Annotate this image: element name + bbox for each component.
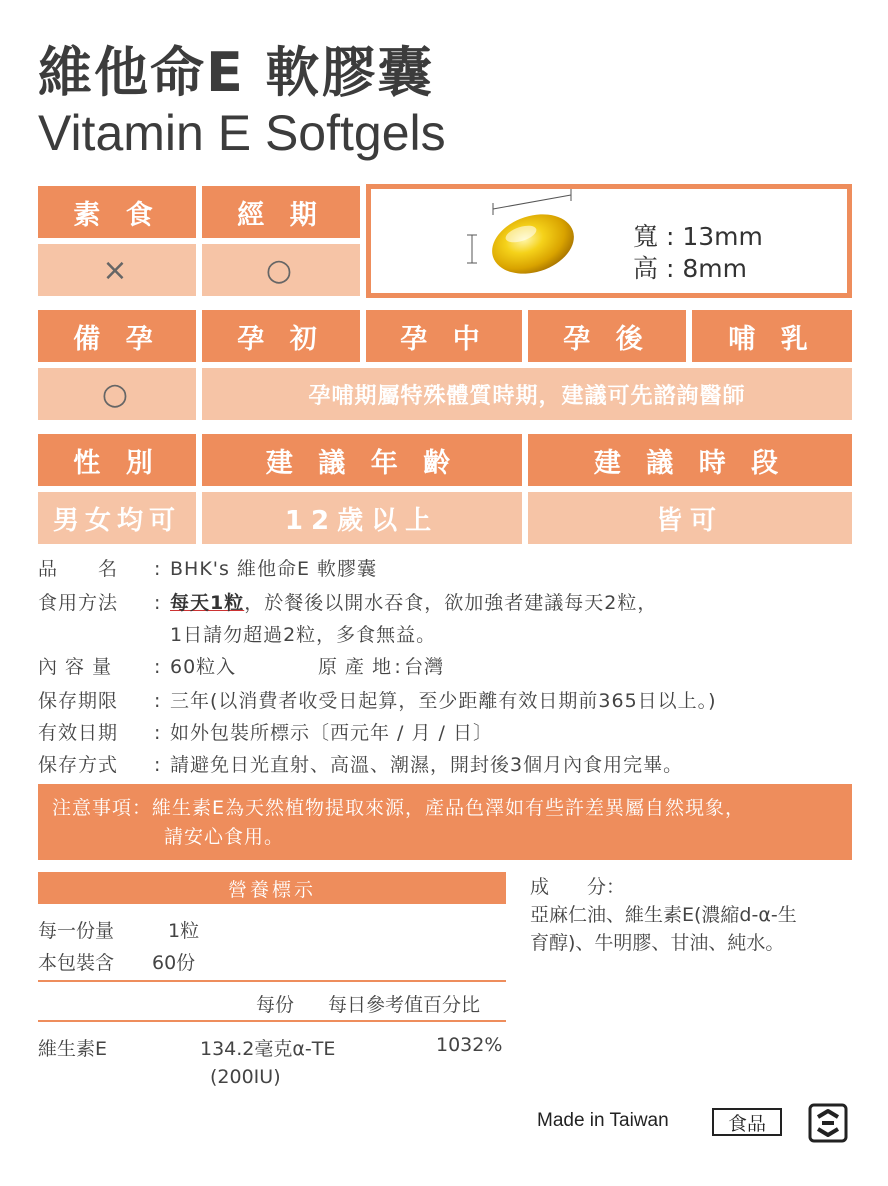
late-pregnancy-header: 孕 後	[528, 310, 686, 362]
pregnancy-prep-header: 備 孕	[38, 310, 196, 362]
info-usage-row: 食用方法 : 每天1粒，於餐後以開水吞食，欲加強者建議每天2粒，	[38, 588, 657, 615]
product-title-en: Vitamin E Softgels	[38, 105, 446, 161]
info-storage-row: 保存方式 : 請避免日光直射、高溫、潮濕，開封後3個月內食用完畢。	[38, 750, 683, 777]
usage-highlight: 每天1粒	[170, 592, 245, 614]
info-expiry-row: 有效日期 : 如外包裝所標示〔西元年 / 月 / 日〕	[38, 718, 493, 745]
nutrient-amount-iu: (200IU)	[210, 1066, 281, 1088]
info-value: BHK's 維他命E 軟膠囊	[170, 558, 377, 580]
ingredients-label: 成 分：	[530, 876, 626, 898]
info-key: 原 產 地	[318, 656, 393, 678]
gender-value: 男女均可	[38, 492, 196, 544]
info-value: 請避免日光直射、高溫、潮濕，開封後3個月內食用完畢。	[170, 754, 684, 776]
info-key: 食用方法	[38, 592, 119, 614]
made-in-taiwan: Made in Taiwan	[537, 1110, 669, 1131]
info-value: 三年(以消費者收受日起算，至少距離有效日期前365日以上。)	[170, 690, 717, 712]
nutrition-divider-2	[38, 1020, 506, 1022]
capsule-height: 高 : 8mm	[633, 254, 747, 283]
gender-header: 性 別	[38, 434, 196, 486]
time-header: 建 議 時 段	[528, 434, 852, 486]
ingredients-line1: 亞麻仁油、維生素E(濃縮d-α-生	[530, 904, 797, 926]
age-header: 建 議 年 齡	[202, 434, 522, 486]
info-key: 內 容 量	[38, 656, 113, 678]
vegetarian-value: ×	[38, 244, 196, 296]
info-value: 60粒入	[170, 656, 237, 678]
info-value: 1日請勿超過2粒，多食無益。	[170, 624, 437, 646]
notice-line1: 注意事項：維生素E為天然植物提取來源，產品色澤如有些許差異屬自然現象，	[52, 797, 746, 819]
info-usage-line2	[170, 620, 436, 647]
nutrient-name: 維生素E	[38, 1038, 108, 1060]
nutrient-daily-value: 1032%	[436, 1034, 503, 1056]
mid-pregnancy-header: 孕 中	[366, 310, 522, 362]
info-key: 品 名	[38, 558, 119, 580]
column-daily-value: 每日參考值百分比	[328, 994, 481, 1016]
info-value: 如外包裝所標示〔西元年 / 月 / 日〕	[170, 722, 493, 744]
serving-size-label: 每一份量	[38, 920, 115, 942]
info-name-row: 品 名 : BHK's 維他命E 軟膠囊	[38, 554, 377, 581]
servings-value: 60份	[152, 952, 196, 974]
ingredients-line2: 育醇)、牛明膠、甘油、純水。	[530, 932, 785, 954]
info-key: 保存期限	[38, 690, 119, 712]
food-mark-label: 食品	[712, 1108, 782, 1136]
early-pregnancy-header: 孕 初	[202, 310, 360, 362]
recycle-mark-icon	[808, 1103, 848, 1143]
softgel-capsule-image	[371, 189, 621, 293]
serving-size-value: 1粒	[168, 920, 200, 942]
info-content-row: 內 容 量 : 60粒入 原 產 地 : 台灣	[38, 652, 444, 679]
period-header: 經 期	[202, 186, 360, 238]
product-title-zh: 維他命E 軟膠囊	[38, 41, 434, 104]
capsule-size-box	[366, 184, 852, 298]
info-key: 有效日期	[38, 722, 119, 744]
nutrition-title: 營養標示	[38, 872, 506, 904]
nutrition-divider-1	[38, 980, 506, 982]
vegetarian-header: 素 食	[38, 186, 196, 238]
info-key: 保存方式	[38, 754, 119, 776]
period-value: ○	[202, 244, 360, 296]
nutrient-amount: 134.2毫克α-TE	[200, 1038, 336, 1060]
breastfeeding-header: 哺 乳	[692, 310, 852, 362]
pregnancy-note: 孕哺期屬特殊體質時期，建議可先諮詢醫師	[202, 368, 852, 420]
notice-box	[38, 784, 852, 860]
capsule-width: 寬 : 13mm	[633, 222, 763, 251]
info-value: ，於餐後以開水吞食，欲加強者建議每天2粒，	[244, 592, 658, 614]
column-per-serving: 每份	[256, 994, 295, 1016]
age-value: 12歲以上	[202, 492, 522, 544]
servings-label: 本包裝含	[38, 952, 115, 974]
pregnancy-prep-value: ○	[38, 368, 196, 420]
info-value: 台灣	[404, 656, 445, 678]
info-shelf-life-row: 保存期限 : 三年(以消費者收受日起算，至少距離有效日期前365日以上。)	[38, 686, 717, 713]
time-value: 皆可	[528, 492, 852, 544]
notice-line2: 請安心食用。	[164, 826, 285, 848]
